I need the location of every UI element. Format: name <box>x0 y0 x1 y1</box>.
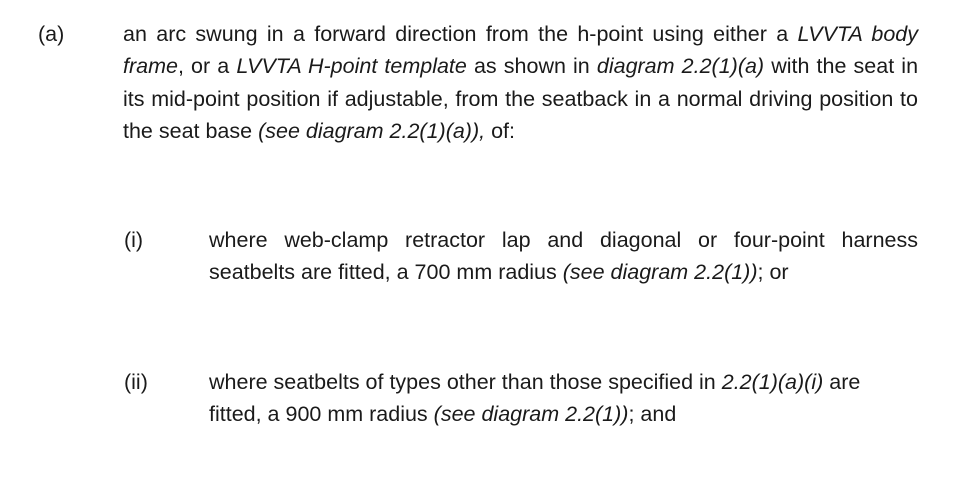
clause-label: (a) <box>38 22 65 46</box>
subclause-body <box>209 366 918 431</box>
text-run-italic: LVVTA body frame <box>123 22 918 79</box>
subclause-label: (i) <box>124 228 144 252</box>
text-run: where seatbelts of types other than those specified in <box>209 370 722 394</box>
text-run: of: <box>485 118 515 143</box>
clause-body <box>123 18 918 147</box>
text-run: are fitted, a 900 mm radius <box>209 370 861 427</box>
subclause-label: (ii) <box>124 370 148 394</box>
text-run: where web-clamp retractor lap and diagonal or four-point harness seatbelts are fitted, a 700 mm radius <box>209 228 918 285</box>
text-run-italic: (see diagram 2.2(1)(a)), <box>258 118 486 143</box>
text-run-italic: diagram 2.2(1)(a) <box>596 54 765 79</box>
text-run: ; or <box>757 260 789 285</box>
subclause-body <box>209 224 918 289</box>
text-run: ; and <box>628 402 677 427</box>
text-run-italic: 2.2(1)(a)(i) <box>721 370 824 394</box>
text-run: with the seat in its mid-point position if adjustable, from the seatback in a normal driving position to the seat base <box>123 54 919 143</box>
text-run: , or a <box>177 54 237 79</box>
text-run-italic: (see diagram 2.2(1)) <box>562 260 758 285</box>
text-run-italic: (see diagram 2.2(1)) <box>433 402 629 427</box>
text-run: as shown in <box>466 54 597 79</box>
text-run: an arc swung in a forward direction from the h-point using either a <box>123 22 798 46</box>
text-run-italic: LVVTA H-point template <box>236 54 467 79</box>
